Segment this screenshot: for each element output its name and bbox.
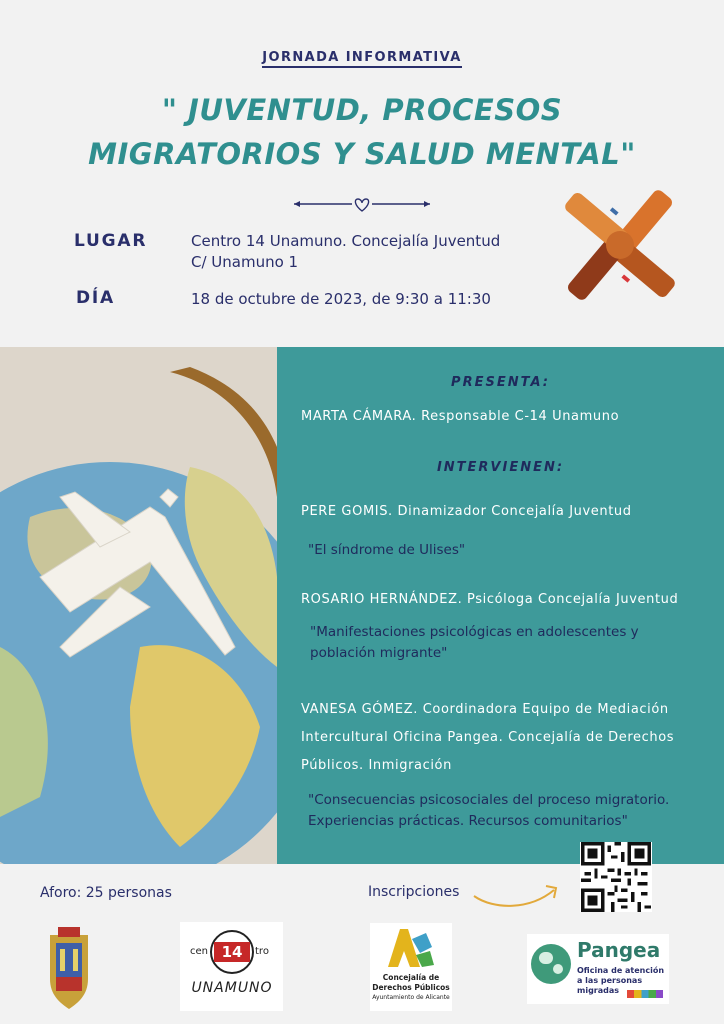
event-title: " JUVENTUD, PROCESOS MIGRATORIOS Y SALUD MENTAL": [88, 93, 636, 171]
speaker-1-talk: "El síndrome de Ulises": [308, 542, 466, 558]
derechos-publicos-logo: Concejalía de Derechos Públicos Ayuntamiento de Alicante: [370, 923, 452, 1011]
hands-illustration: [540, 175, 700, 315]
speaker-3-name: VANESA GÓMEZ. Coordinadora Equipo de Mediación Intercultural Oficina Pangea. Concejalía de Derechos Públicos. Inmigración: [301, 702, 675, 773]
place-label: LUGAR: [74, 231, 148, 251]
registrations-text: Inscripciones: [368, 884, 460, 900]
place-line-2: C/ Unamuno 1: [191, 253, 299, 271]
event-kicker: JORNADA INFORMATIVA: [0, 50, 724, 65]
registration-qr-code[interactable]: [580, 842, 652, 912]
speaker-3-talk: "Consecuencias psicosociales del proceso migratorio. Experiencias prácticas. Recursos comunitarios": [308, 792, 670, 829]
pangea-logo: Pangea Oficina de atención a las personas migradas: [527, 934, 669, 1004]
presenter: MARTA CÁMARA. Responsable C-14 Unamuno: [301, 409, 620, 424]
place-line-1: Centro 14 Unamuno. Concejalía Juventud: [191, 232, 501, 250]
day-value: 18 de octubre de 2023, de 9:30 a 11:30: [191, 290, 491, 308]
presents-heading: PRESENTA:: [451, 375, 550, 390]
speaker-2-name: ROSARIO HERNÁNDEZ. Psicóloga Concejalía Juventud: [301, 592, 679, 607]
alicante-coat-of-arms-logo: [42, 925, 96, 1011]
heart-divider: [292, 194, 432, 214]
centro-14-unamuno-logo: cen 14 tro UNAMUNO: [180, 922, 283, 1011]
globe-airplane-photo: [0, 347, 277, 864]
day-label: DÍA: [76, 288, 115, 308]
speaker-2-talk: "Manifestaciones psicológicas en adolescentes y población migrante": [310, 624, 639, 661]
capacity-text: Aforo: 25 personas: [40, 885, 172, 901]
speakers-heading: INTERVIENEN:: [436, 460, 565, 475]
speaker-1-name: PERE GOMIS. Dinamizador Concejalía Juventud: [301, 504, 632, 519]
arrow-icon: [470, 880, 562, 912]
